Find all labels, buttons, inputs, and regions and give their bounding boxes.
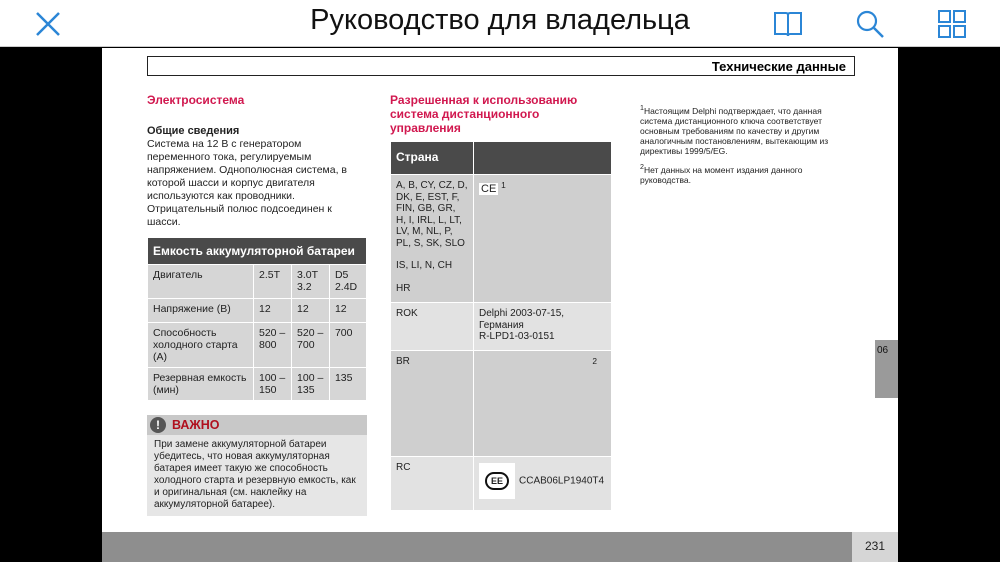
table-row (148, 323, 367, 368)
cell: BR (391, 351, 474, 457)
cell: HR (396, 282, 411, 294)
country-table (390, 141, 612, 511)
cell: 520 – 800 (254, 323, 292, 368)
cell: 2.5T (254, 265, 292, 299)
book-icon[interactable] (772, 8, 804, 40)
footnote-ref: 2 (592, 356, 597, 366)
warning-box (147, 415, 367, 516)
cell: 520 – 700 (292, 323, 330, 368)
cell: Резервная емкость (мин) (148, 368, 254, 401)
section-header (147, 56, 855, 76)
manual-page (102, 48, 898, 532)
body-text: Система на 12 В с генератором переменного тока, регулируемым напряжением. Однополюсная система, в которой шасси и корпус двигателя используются как проводники. Отрицательный полюс подсоединен к шасси. (147, 138, 348, 228)
cell: R-LPD1-03-0151 (479, 331, 555, 342)
cell: Напряжение (В) (148, 299, 254, 323)
table-row (148, 299, 367, 323)
cell: Германия (479, 319, 524, 331)
subheading: Общие сведения (147, 125, 240, 137)
cell: Двигатель (148, 265, 254, 299)
certification-logo-icon: EE (479, 463, 515, 499)
exclamation-icon: ! (150, 417, 166, 433)
cell: 12 (292, 299, 330, 323)
grid-icon[interactable] (936, 8, 968, 40)
footnotes (640, 103, 840, 185)
remote-control-section (390, 93, 612, 511)
top-bar (0, 0, 1000, 47)
table-row (148, 368, 367, 401)
cell: 100 – 135 (292, 368, 330, 401)
app-title: Руководство для владельца (310, 4, 690, 36)
table-row (391, 457, 612, 511)
table-row (391, 351, 612, 457)
footnote-ref: 1 (501, 180, 506, 190)
heading: Электросистема (147, 93, 245, 107)
table-title: Емкость аккумуляторной батареи (148, 238, 367, 265)
electrical-section (147, 93, 367, 516)
battery-table (147, 237, 367, 401)
cell: 3.0T 3.2 (292, 265, 330, 299)
cell: Delphi 2003-07-15, (479, 308, 565, 319)
table-row (391, 175, 612, 303)
page-number: 231 (852, 532, 898, 562)
cell: 12 (329, 299, 366, 323)
cell: CCAB06LP1940T4 (519, 475, 605, 487)
cell: A, B, CY, CZ, D, DK, E, EST, F, FIN, GB, GR, H, I, IRL, L, LT, LV, M, NL, P, PL, S, SK, SLO (396, 180, 468, 249)
cell: 135 (329, 368, 366, 401)
cell: Способность холодного старта (А) (148, 323, 254, 368)
col-header: Страна (391, 142, 474, 175)
table-row (391, 303, 612, 351)
cell: IS, LI, N, CH (396, 260, 453, 271)
cell: 12 (254, 299, 292, 323)
search-icon[interactable] (854, 8, 886, 40)
footnote: $^1$Настоящим Delphi подтверждает, что данная система дистанционного ключа соответствует основным требованиям по качеству и другим аналогичным постановлениям, вытекающим из директивы 1999/5/EG. (640, 104, 829, 156)
cell: ROK (391, 303, 474, 351)
cell: D5 2.4D (329, 265, 366, 299)
footnote: $^2$Нет данных на момент издания данного руководства. (640, 162, 803, 185)
ce-mark-icon: CE (481, 183, 497, 196)
heading: Разрешенная к использованию система дистанционного управления (390, 93, 578, 135)
warning-text: При замене аккумуляторной батареи убедитесь, что новая аккумуляторная батарея имеет такую же способность холодного старта и резервную емкость, как и оригинальная (см. наклейку на аккумуляторной батарее). (154, 439, 356, 510)
section-header-label: Технические данные (711, 59, 846, 74)
chapter-tab[interactable]: 06 (875, 340, 898, 398)
cell: 700 (329, 323, 366, 368)
cell: 100 – 150 (254, 368, 292, 401)
cell: RC (391, 457, 474, 511)
page-footer (102, 532, 898, 562)
warning-title: ВАЖНО (172, 418, 220, 432)
table-row (148, 265, 367, 299)
